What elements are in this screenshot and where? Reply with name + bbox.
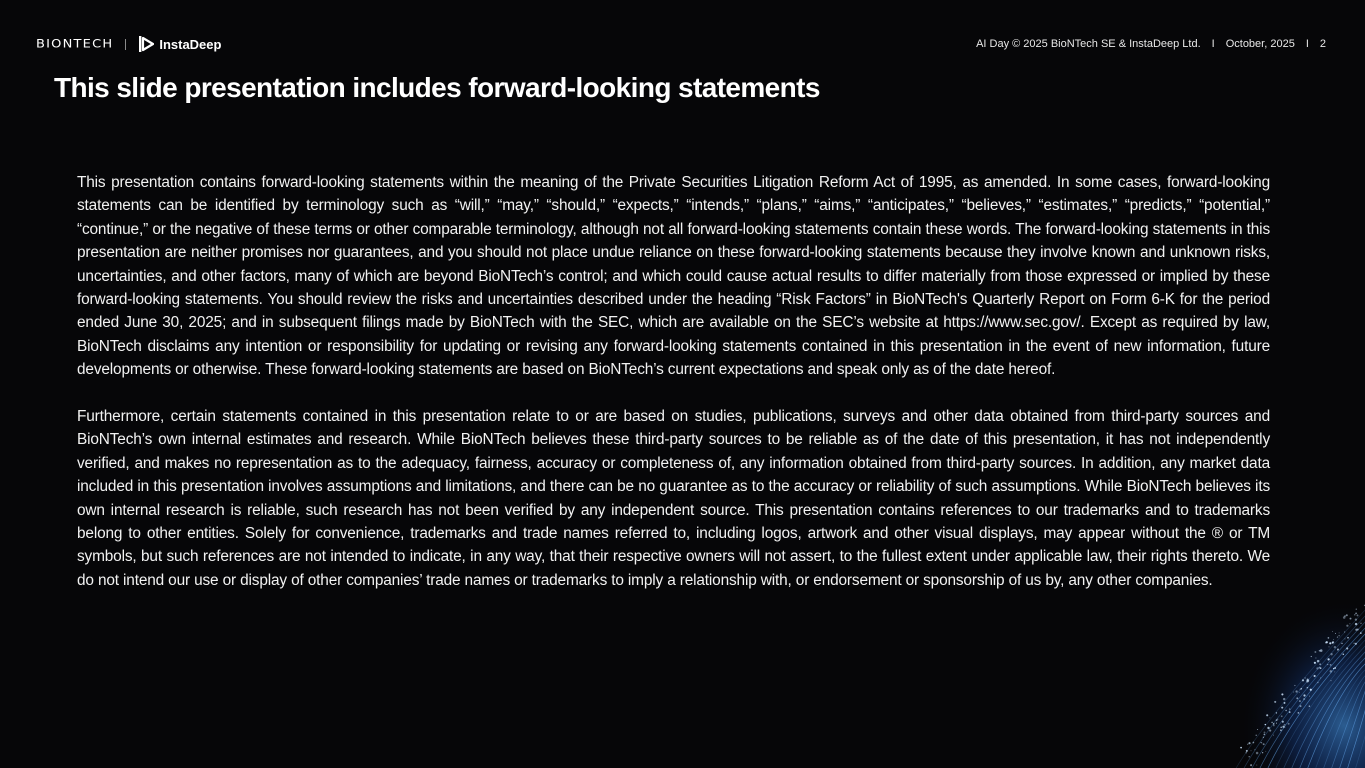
decor-particle [1355, 618, 1357, 620]
decor-particle [1261, 742, 1262, 743]
biontech-logo: BIONTECH [36, 37, 114, 51]
decor-particle [1303, 698, 1305, 700]
decor-particle [1337, 649, 1339, 651]
decor-particle [1343, 654, 1345, 656]
decor-particle [1347, 637, 1349, 639]
decor-wave-line [1283, 644, 1365, 768]
decor-particle [1319, 667, 1321, 669]
decor-particle [1283, 698, 1285, 700]
instadeep-logo-text: InstaDeep [159, 36, 222, 52]
decor-particle [1300, 689, 1301, 690]
decor-particle [1330, 664, 1332, 666]
decor-particle [1355, 612, 1357, 614]
decor-particle [1303, 694, 1305, 696]
decor-particle [1319, 664, 1320, 665]
decor-wave-line [1339, 686, 1365, 768]
decor-particle [1289, 708, 1290, 709]
decor-particle [1256, 735, 1257, 736]
decor-particle [1247, 744, 1248, 745]
decor-particle [1314, 675, 1316, 677]
decor-particle [1330, 653, 1332, 655]
decor-particle [1329, 642, 1331, 644]
decor-particle [1299, 700, 1301, 702]
decor-wave-line [1347, 690, 1365, 768]
decor-particle [1295, 690, 1297, 692]
decor-particle [1301, 688, 1303, 690]
decor-particle [1320, 649, 1323, 652]
decor-particle [1284, 702, 1286, 704]
decor-particle [1281, 715, 1283, 717]
decor-particle [1333, 668, 1334, 669]
decor-particle [1357, 628, 1359, 630]
decor-particle [1333, 639, 1334, 640]
decor-wave-line [1235, 608, 1365, 768]
decor-particle [1269, 717, 1270, 718]
decor-particle [1281, 707, 1283, 709]
decor-wave-line [1251, 620, 1365, 768]
decor-particle [1327, 664, 1328, 665]
decor-particle [1360, 632, 1362, 634]
decor-particle [1355, 643, 1357, 645]
decor-wave-line [1331, 680, 1365, 768]
decor-particle [1253, 742, 1255, 744]
decor-particle [1285, 710, 1286, 711]
decor-particle [1257, 729, 1258, 730]
decor-particle [1307, 679, 1310, 682]
decor-particle [1350, 618, 1352, 620]
decor-particle [1328, 646, 1329, 647]
decor-particle [1317, 660, 1320, 663]
decor-particle [1273, 725, 1274, 726]
decor-particle [1254, 749, 1255, 750]
decor-particle [1346, 647, 1348, 649]
decor-particle [1326, 641, 1328, 643]
decor-particle [1277, 719, 1278, 720]
decor-particle [1298, 712, 1300, 714]
decor-particle [1264, 734, 1266, 736]
decor-particle [1332, 641, 1334, 643]
decor-particle [1245, 752, 1247, 754]
decor-particle [1276, 723, 1277, 724]
decor-particle [1284, 724, 1286, 726]
decor-particle [1274, 701, 1276, 703]
disclaimer-paragraph-forward-looking: This presentation contains forward-looking statements within the meaning of the Private Securities Litigation Reform Act of 1995, as amended. In some cases, forward-looking statements can be identified by terminology such as “will,” “may,” “should,” “expects,” “intends,” “plans,” “aims,” “anticipates,” “believes,” “estimates,” “predicts,” “potential,” “continue,” or the negative of these terms or other comparable terminology, although not all forward-looking statements contain these words. The forward-looking statements in this presentation are neither promises nor guarantees, and you should not place undue reliance on these forward-looking statements because they involve known and unknown risks, uncertainties, and other factors, many of which are beyond BioNTech’s control; and which could cause actual results to differ materially from those expressed or implied by these forward-looking statements. You should review the risks and uncertainties described under the heading “Risk Factors” in BioNTech's Quarterly Report on Form 6-K for the period ended June 30, 2025; and in subsequent filings made by BioNTech with the SEC, which are available on the SEC’s website at https://www.sec.gov/. Except as required by law, BioNTech disclaims any intention or responsibility for updating or revising any forward-looking statements contained in this presentation in the event of new information, future developments or otherwise. These forward-looking statements are based on BioNTech’s current expectations and speak only as of the date hereof. [77, 174, 1270, 379]
decor-particle [1294, 685, 1295, 686]
decor-particle [1355, 623, 1357, 625]
decor-particle [1264, 731, 1266, 733]
decor-particle [1307, 687, 1309, 689]
decor-particle [1345, 638, 1346, 639]
decor-particle [1304, 677, 1305, 678]
decor-particle [1332, 631, 1333, 632]
decor-particle [1248, 756, 1249, 757]
decor-particle [1349, 623, 1350, 624]
decor-particle [1330, 680, 1331, 681]
decor-particle [1251, 750, 1252, 751]
decor-wave-line [1259, 626, 1365, 768]
disclaimer-paragraph-third-party: Furthermore, certain statements contained in this presentation relate to or are based on studies, publications, surveys and other data obtained from third-party sources and BioNTech’s own internal estimates and research. While BioNTech believes these third-party sources to be reliable as of the date of this presentation, it has not independently verified, and makes no representation as to the adequacy, fairness, accuracy or completeness of, any information obtained from third-party sources. In addition, any market data included in this presentation involves assumptions and limitations, and there can be no guarantee as to the accuracy or reliability of such assumptions. While BioNTech believes its own internal research is reliable, such research has not been verified by any independent source. This presentation contains references to our trademarks and to trademarks belong to other entities. Solely for convenience, trademarks and trade names referred to, including logos, artwork and other visual displays, may appear without the ® or TM symbols, but such references are not intended to indicate, in any way, that their respective owners will not assert, to the fullest extent under applicable law, their rights thereto. We do not intend our use or display of other companies’ trade names or trademarks to imply a relationship with, or endorsement or sponsorship of us by, any other companies. [77, 408, 1270, 589]
decor-particle [1299, 692, 1300, 693]
decor-particle [1309, 696, 1310, 697]
decor-particle [1276, 712, 1277, 713]
decor-particle [1341, 643, 1342, 644]
presentation-date: October, 2025 [1225, 38, 1295, 50]
decor-particle [1282, 721, 1284, 723]
slide-header [36, 32, 1326, 56]
decor-particle [1354, 643, 1355, 644]
logo-group [36, 32, 221, 56]
page-number: 2 [1319, 38, 1326, 50]
decor-particle [1325, 642, 1327, 644]
decor-particle [1337, 650, 1338, 651]
decor-particle [1296, 697, 1298, 699]
decor-particle [1339, 632, 1340, 633]
decor-particle [1306, 680, 1309, 683]
decor-particle [1334, 667, 1336, 669]
decor-particle [1269, 730, 1271, 732]
decor-wave-line [1323, 674, 1365, 768]
decor-particle [1316, 667, 1318, 669]
decor-particle [1282, 726, 1284, 728]
event-copyright: AI Day © 2025 BioNTech SE & InstaDeep Ltd. [976, 38, 1201, 50]
decor-particle [1343, 616, 1346, 619]
decor-particle [1336, 666, 1337, 667]
decor-particle [1328, 637, 1330, 639]
decor-particle [1360, 623, 1361, 624]
decor-particle [1314, 662, 1316, 664]
decor-particle [1355, 629, 1357, 631]
decor-particle [1307, 679, 1309, 681]
decor-particle [1334, 671, 1335, 672]
decor-particle [1271, 722, 1273, 724]
decor-particle [1357, 614, 1359, 616]
decor-particle [1319, 650, 1321, 652]
decor-wave-line [1307, 662, 1365, 768]
decor-particle [1337, 636, 1338, 637]
decor-particle [1262, 753, 1263, 754]
decor-particle [1256, 752, 1259, 755]
meta-separator: I [1211, 38, 1215, 50]
decor-particle [1332, 642, 1334, 644]
meta-separator: I [1305, 38, 1309, 50]
decor-particle [1314, 651, 1316, 653]
decor-particle [1335, 633, 1336, 634]
decor-particle [1246, 750, 1248, 752]
decor-particle [1302, 679, 1304, 681]
instadeep-logo [138, 35, 221, 53]
decor-particle [1267, 727, 1269, 729]
decor-particle [1250, 764, 1252, 766]
decor-particle [1309, 705, 1311, 707]
decor-wave-line [1267, 632, 1365, 768]
decor-particle [1276, 719, 1278, 721]
decor-wave-line [1243, 614, 1365, 768]
instadeep-logo-icon [138, 35, 154, 53]
decor-particle [1265, 724, 1266, 725]
decor-particle [1265, 751, 1266, 752]
decor-particle [1346, 625, 1348, 627]
decor-particle [1284, 727, 1285, 728]
decor-particle [1289, 711, 1291, 713]
decor-particle [1344, 615, 1346, 617]
decor-particle [1320, 667, 1322, 669]
decor-wave-line [1275, 638, 1365, 768]
decor-wave-line [1315, 668, 1365, 768]
decor-particle [1300, 705, 1302, 707]
decor-particle [1356, 609, 1357, 610]
decor-particle [1346, 614, 1348, 616]
disclaimer-body [77, 171, 1270, 592]
decor-wave-line [1291, 650, 1365, 768]
decor-particle [1261, 743, 1262, 744]
decor-particle [1262, 752, 1263, 753]
decor-particle [1273, 735, 1274, 736]
decor-particle [1263, 743, 1265, 745]
decor-particle [1320, 677, 1321, 678]
header-meta [976, 32, 1326, 56]
decor-wave-line [1299, 656, 1365, 768]
slide-title: This slide presentation includes forward-looking statements [54, 72, 820, 103]
decor-particle [1263, 737, 1264, 738]
decor-particle [1256, 765, 1257, 766]
logo-divider [125, 39, 126, 50]
decor-particle [1240, 747, 1242, 749]
decor-particle [1280, 727, 1282, 729]
decor-particle [1281, 693, 1283, 695]
decor-particle [1248, 742, 1250, 744]
decor-particle [1344, 631, 1345, 632]
decor-particle [1330, 670, 1332, 672]
decor-particle [1317, 682, 1319, 684]
decor-particle [1327, 658, 1329, 660]
decor-particle [1311, 656, 1312, 657]
decor-particle [1266, 714, 1268, 716]
decor-particle [1315, 657, 1316, 658]
blue-particle-wave-decoration [1225, 598, 1365, 768]
decor-particle [1280, 729, 1282, 731]
decor-particle [1288, 723, 1290, 725]
decor-particle [1273, 723, 1275, 725]
decor-particle [1293, 692, 1294, 693]
decor-particle [1341, 653, 1342, 654]
decor-particle [1354, 614, 1356, 616]
decor-particle [1339, 635, 1340, 636]
decor-particle [1310, 689, 1312, 691]
decor-particle [1334, 646, 1336, 648]
decor-wave-line [1355, 693, 1365, 768]
